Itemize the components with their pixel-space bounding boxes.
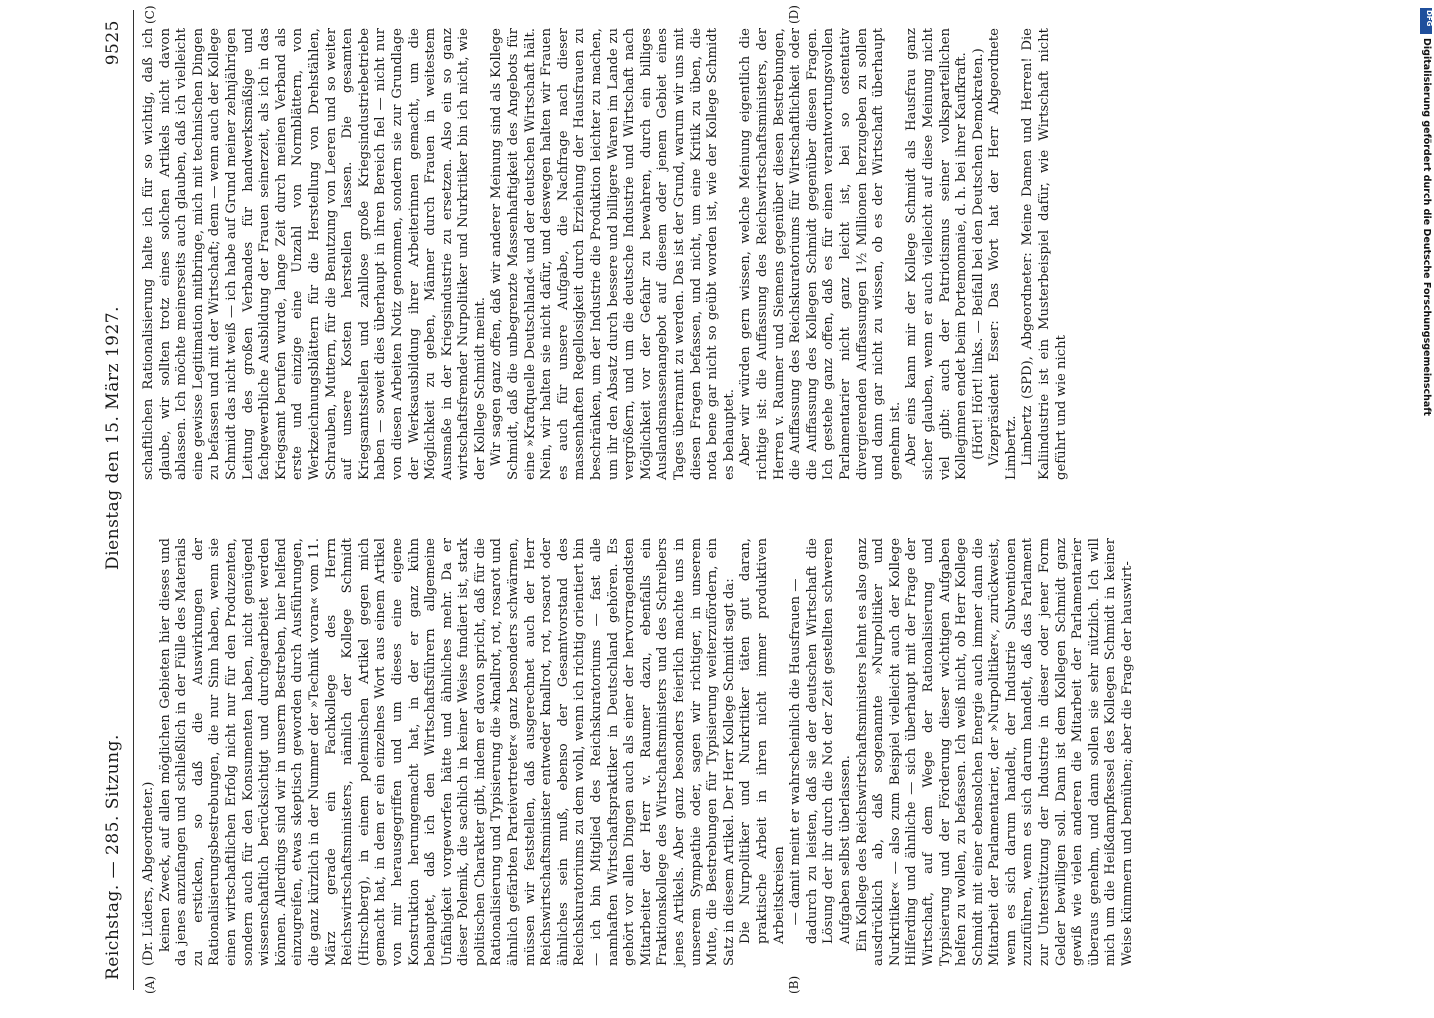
applause-note: (Hört! Hört! links. — Beifall bei den Deutschen Demokraten.)	[970, 48, 986, 460]
header-date: Dienstag den 15. März 1927.	[103, 306, 123, 570]
margin-mark-a: (A)	[143, 975, 157, 994]
column-left	[141, 538, 1137, 966]
dfg-logo: DFG	[1420, 8, 1432, 34]
paragraph: keinen Zweck, auf allen möglichen Gebieten hier dieses und da jenes anzufangen und schließlich in der Fülle des Materials zu ersticken, so daß die Auswirkungen der Rationalisierungsbestrebungen, die nur Sinn haben, wenn sie einen wirtschaftlichen Erfolg nicht nur für den Produzenten, sondern auch für den Konsumenten haben, nicht genügend wissenschaftlich berücksichtigt und durchgearbeitet werden können. Allerdings sind wir in unserm Bestreben, hier helfend einzugreifen, etwas skeptisch geworden durch Ausführungen, die ganz kürzlich in der Nummer der »Technik voran« vom 11. März gerade ein Fachkollege des Herrn Reichswirtschaftsministers, nämlich der Kollege Schmidt (Hirschberg), in einem polemischen Artikel gegen mich gemacht hat, in dem er ein einzelnes Wort aus einem Artikel von mir herausgegriffen und um dieses eine eigene Konstruktion herumgemacht hat, in der er ganz kühn behauptet, daß ich den Wirtschaftsführern allgemeine Unfähigkeit vorgeworfen hätte und ähnliches mehr. Da er dieser Polemik, die sachlich in keiner Weise fundiert ist, stark politischen Charakter gibt, indem er davon spricht, daß für die Rationalisierung und Typisierung die »knallrot, rot, rosarot und ähnlich gefärbten Parteivertreter« ganz besonders schwärmen, müssen wir feststellen, daß ausgerechnet auch der Herr Reichswirtschaftsminister entweder knallrot, rot, rosarot oder ähnliches sein muß, ebenso der Gesamtvorstand des Reichskuratoriums zu dem wohl, wenn ich richtig orientiert bin — ich bin Mitglied des Reichskuratoriums — fast alle namhaften Wirtschaftspraktiker in Deutschland gehören. Es gehört vor allen Dingen auch als einer der hervorragendsten Mitarbeiter der Herr v. Raumer dazu, ebenfalls ein Fraktionskollege des Wirtschaftsministers und des Schreibers jenes Artikels. Aber ganz besonders feierlich machte uns in unserem Sympathie oder, sagen wir richtiger, in unserem Mute, die Bestrebungen für Typisierung weiterzufördern, ein Satz in diesem Artikel. Der Herr Kollege Schmidt sagt da:	[157, 538, 737, 966]
paragraph: Aber eins kann mir der Kollege Schmidt als Hausfrau ganz sicher glauben, wenn er auch vielleicht auf diese Meinung nicht viel gibt: auch der Patriotismus seiner volksparteilichen Kolleginnen endet beim Portemonnaie, d. h. bei ihrer Kaufkraft.	[904, 28, 970, 480]
president-line: Vizepräsident Esser: Das Wort hat der Herr Abgeordnete Limbertz.	[987, 28, 1019, 480]
paragraph: Limbertz (SPD), Abgeordneter: Meine Damen und Herren! Die Kaliindustrie ist ein Musterbeispiel dafür, wie Wirtschaft nicht geführt und wie nicht	[1020, 28, 1069, 480]
column-right	[141, 28, 1070, 480]
newspaper-page	[97, 0, 1397, 1000]
paragraph: Wir sagen ganz offen, daß wir anderer Meinung sind als Kollege Schmidt, daß die unbegrenzte Massenhaftigkeit des Angebots für eine »Kraftquelle Deutschland« und der deutschen Wirtschaft hält. Nein, wir halten sie nicht dafür, und deswegen halten wir Frauen es auch für unsere Aufgabe, die Nachfrage nach dieser massenhaften Regellosigkeit durch Erziehung der Hausfrauen zu beschränken, um der Industrie die Produktion leichter zu machen, um ihr den Absatz durch bessere und billigere Waren im Lande zu vergrößern, und um die deutsche Industrie und Wirtschaft nach Möglichkeit vor der Gefahr zu bewahren, durch ein billiges Auslandsmassenangebot auf diesem oder jenem Gebiet eines Tages überrannt zu werden. Das ist der Grund, warum wir uns mit diesen Fragen befassen, und nicht, um eine Kritik zu üben, die nota bene gar nicht so geübt worden ist, wie der Kollege Schmidt es behauptet.	[489, 28, 737, 480]
funding-note: Digitalisierung gefördert durch die Deutsche Forschungsgemeinschaft	[1421, 38, 1432, 416]
speaker-line: (Dr. Lüders, Abgeordneter.)	[141, 781, 156, 966]
page-header	[103, 0, 133, 1000]
page-number: 9525	[103, 20, 123, 66]
paragraph: schaftlichen Rationalisierung halte ich für so wichtig, daß ich glaube, wir sollten trotz eines solchen Artikels nicht davon ablassen. Ich möchte meinerseits auch glauben, daß ich vielleicht eine gewisse Legitimation mitbringe, mich mit technischen Dingen zu befassen und mit der Wirtschaft; denn — wenn auch der Kollege Schmidt das nicht weiß — ich habe auf Grund meiner zehnjährigen Leitung des großen Verbandes für handwerksmäßige und fachgewerbliche Ausbildung der Frauen seinerzeit, als ich in das Kriegsamt berufen wurde, lange Zeit durch meinen Verband als erste und einzige eine Unzahl von Normblättern, von Werkzeichnungsblättern für die Herstellung von Drehstählen, Schrauben, Muttern, für die Benutzung von Leeren und so weiter auf unsere Kosten herstellen lassen. Die gesamten Kriegsamtsstellen und zahllose große Kriegsindustriebetriebe haben — soweit dies überhaupt in ihren Bereich fiel — nicht nur von diesen Arbeiten Notiz genommen, sondern sie zur Grundlage der Werksausbildung ihrer Arbeiterinnen gemacht, um die Möglichkeit zu geben, Männer durch Frauen in weitestem Ausmaße in der Kriegsindustrie zu ersetzen. Also ein so ganz wirtschaftsfremder Nurpolitiker und Nurkritiker bin ich nicht, wie der Kollege Schmidt meint.	[141, 28, 488, 480]
paragraph: Aber wir würden gern wissen, welche Meinung eigentlich die richtige ist: die Auffassung des Reichswirtschaftsministers, der Herren v. Raumer und Siemens gegenüber diesen Bestrebungen, die Auffassung des Reichskuratoriums für Wirtschaftlichkeit oder die Auffassung des Kollegen Schmidt gegenüber diesen Fragen. Ich gestehe ganz offen, daß es für einen verantwortungsvollen Parlamentarier nicht ganz leicht ist, bei so ostentativ divergierenden Auffassungen 1½ Millionen herzugeben zu sollen und dann gar nicht zu wissen, ob es der Wirtschaft überhaupt genehm ist.	[738, 28, 903, 480]
quotation: dadurch zu leisten, daß sie der deutschen Wirtschaft die Lösung der ihr durch die Not der Zeit gestellten schweren Aufgaben selbst überlassen.	[804, 538, 853, 944]
quotation: Die Nurpolitiker und Nurkritiker täten gut daran, praktische Arbeit in ihren nicht immer produktiven Arbeitskreisen	[738, 538, 787, 944]
margin-mark-d: (D)	[787, 5, 801, 24]
funding-sidebar	[1418, 8, 1432, 988]
paragraph: Ein Kollege des Reichswirtschaftsministers lehnt es also ganz ausdrücklich ab, daß sogenannte »Nurpolitiker und Nurkritiker« — also zum Beispiel vielleicht auch der Kollege Hilferding und ähnliche — sich überhaupt mit der Frage der Wirtschaft, auf dem Wege der Rationalisierung und Typisierung und der Förderung dieser wichtigen Aufgaben helfen zu wollen, zu befassen. Ich weiß nicht, ob Herr Kollege Schmidt mit einer ebensolchen Energie auch immer dann die Mitarbeit der Parlamentarier, der »Nurpolitiker«, zurückweist, wenn es sich darum handelt, der Industrie Subventionen zuzuführen, wenn es sich darum handelt, daß das Parlament zur Unterstützung der Industrie in dieser oder jener Form Gelder bewilligen soll. Dann ist dem Kollegen Schmidt ganz gewiß wie vielen anderen die Mitarbeit der Parlamentarier überaus genehm, und dann sollen sie sehr nützlich. Ich will mich um die Heißdampfkessel des Kollegen Schmidt in keiner Weise kümmern und bemühen; aber die Frage der hauswirt-	[854, 538, 1136, 966]
margin-mark-b: (B)	[787, 975, 801, 994]
paragraph: — damit meint er wahrscheinlich die Hausfrauen —	[788, 578, 804, 926]
header-rule	[133, 10, 134, 990]
margin-mark-c: (C)	[143, 5, 157, 24]
header-left: Reichstag. — 285. Sitzung.	[103, 734, 123, 980]
